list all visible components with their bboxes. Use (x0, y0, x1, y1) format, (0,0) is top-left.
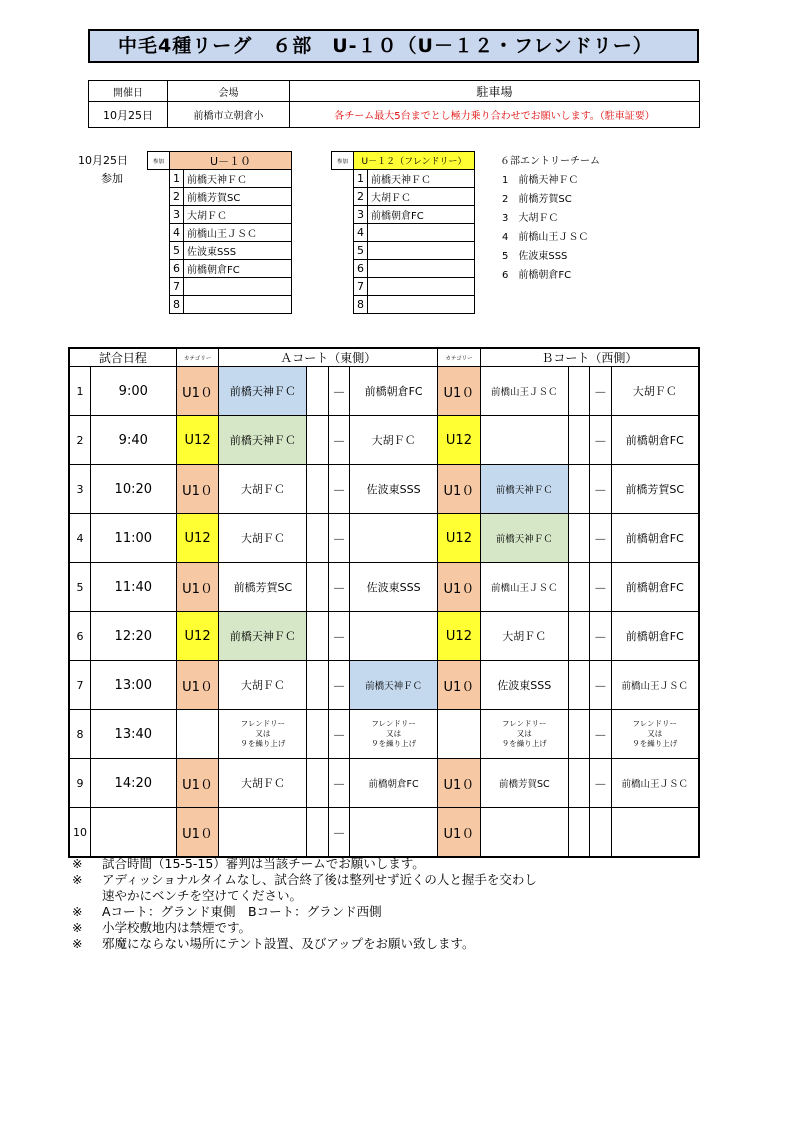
match-no: 10 (69, 808, 90, 858)
category-b: U1０ (438, 661, 481, 710)
court-b-home: 前橋天神ＦＣ (480, 514, 568, 563)
versus-dash: － (328, 465, 349, 514)
versus-dash: － (328, 710, 349, 759)
versus-dash: － (328, 514, 349, 563)
entry-team: 1 前橋天神ＦＣ (502, 175, 579, 186)
u10-team: 佐波東SSS (184, 242, 292, 260)
match-time: 11:40 (90, 563, 176, 612)
category-b (438, 710, 481, 759)
court-b-away: 前橋朝倉FC (611, 416, 699, 465)
venue-header: 会場 (168, 81, 290, 102)
entry-team: 4 前橋山王ＪＳＣ (502, 232, 589, 243)
u10-team (184, 278, 292, 296)
category-a: U12 (176, 416, 219, 465)
versus-dash: － (328, 563, 349, 612)
u10-row-num: 7 (170, 278, 184, 296)
versus-dash: － (590, 661, 611, 710)
note-line: 速やかにベンチを空けてください。 (102, 888, 303, 903)
match-time (90, 808, 176, 858)
u12-team (368, 260, 475, 278)
versus-dash: － (590, 367, 611, 416)
match-no: 3 (69, 465, 90, 514)
category-a (176, 710, 219, 759)
category-b: U12 (438, 514, 481, 563)
u12-tag: 参加 (332, 152, 354, 170)
court-a-home (219, 808, 307, 858)
court-a-home: 前橋天神ＦＣ (219, 416, 307, 465)
table-row (69, 661, 699, 710)
u10-row-num: 5 (170, 242, 184, 260)
u12-team (368, 278, 475, 296)
u12-team (368, 296, 475, 314)
category-a: U1０ (176, 563, 219, 612)
court-a-away: 佐波東SSS (350, 465, 438, 514)
category-a: U1０ (176, 465, 219, 514)
court-b-home: 前橋山王ＪＳＣ (480, 367, 568, 416)
versus-dash: － (328, 416, 349, 465)
u10-tag: 参加 (148, 152, 170, 170)
u10-team: 前橋山王ＪＳＣ (184, 224, 292, 242)
versus-dash: － (590, 710, 611, 759)
match-time: 14:20 (90, 759, 176, 808)
court-a-home: 前橋天神ＦＣ (219, 367, 307, 416)
court-b-home: 前橋芳賀SC (480, 759, 568, 808)
court-b-home: フレンドリー 又は ９を繰り上げ (480, 710, 568, 759)
u10-team: 前橋天神ＦＣ (184, 170, 292, 188)
category-b: U12 (438, 612, 481, 661)
versus-dash: － (328, 661, 349, 710)
match-time: 10:20 (90, 465, 176, 514)
u10-team: 前橋芳賀SC (184, 188, 292, 206)
category-b: U12 (438, 416, 481, 465)
match-no: 7 (69, 661, 90, 710)
entry-team: 5 佐波東SSS (502, 251, 568, 262)
court-b-home (480, 808, 568, 858)
court-b-home: 大胡ＦＣ (480, 612, 568, 661)
note-mark: ※ (72, 920, 83, 935)
court-a-home: 大胡ＦＣ (219, 514, 307, 563)
u12-team (368, 242, 475, 260)
category-a: U12 (176, 612, 219, 661)
note-line: ※ 試合時間（15-5-15）審判は当該チームでお願いします。 (72, 856, 425, 871)
court-b-away (611, 808, 699, 858)
table-row (69, 563, 699, 612)
versus-dash: － (328, 759, 349, 808)
u12-team: 前橋天神ＦＣ (368, 170, 475, 188)
u12-row-num: 4 (354, 224, 368, 242)
court-b-home: 佐波東SSS (480, 661, 568, 710)
court-b-away: 前橋朝倉FC (611, 563, 699, 612)
notes (72, 856, 537, 952)
court-a-home: 前橋芳賀SC (219, 563, 307, 612)
versus-dash: － (590, 759, 611, 808)
versus-dash: － (328, 612, 349, 661)
category-a: U12 (176, 514, 219, 563)
u12-header: U－１２（フレンドリー） (354, 152, 475, 170)
category-b: U1０ (438, 808, 481, 858)
u12-row-num: 7 (354, 278, 368, 296)
category-a: U1０ (176, 759, 219, 808)
u12-row-num: 2 (354, 188, 368, 206)
match-no: 5 (69, 563, 90, 612)
court-a-away: 大胡ＦＣ (350, 416, 438, 465)
u10-entry-table (147, 151, 292, 314)
u10-row-num: 6 (170, 260, 184, 278)
match-no: 8 (69, 710, 90, 759)
u10-team (184, 296, 292, 314)
table-row (69, 710, 699, 759)
court-a-away (350, 612, 438, 661)
category-header-a: カテゴリー (176, 348, 219, 367)
parking-note: 各チーム最大5台までとし極力乗り合わせでお願いします。（駐車証要） (290, 102, 700, 128)
note-mark: ※ (72, 872, 83, 887)
u10-row-num: 4 (170, 224, 184, 242)
date-header: 開催日 (89, 81, 168, 102)
court-a-away: 前橋朝倉FC (350, 759, 438, 808)
court-a-away: 前橋天神ＦＣ (350, 661, 438, 710)
versus-dash: － (590, 465, 611, 514)
entry-team: 3 大胡ＦＣ (502, 213, 559, 224)
table-row (69, 514, 699, 563)
category-b: U1０ (438, 367, 481, 416)
court-a-away (350, 808, 438, 858)
entry-team: 6 前橋朝倉FC (502, 270, 572, 281)
u12-team (368, 224, 475, 242)
category-header-b: カテゴリー (438, 348, 481, 367)
entry-team: 2 前橋芳賀SC (502, 194, 572, 205)
court-a-home: 大胡ＦＣ (219, 661, 307, 710)
note-line: ※ アディッショナルタイムなし、試合終了後は整列せず近くの人と握手を交わし (72, 872, 537, 887)
match-time: 13:40 (90, 710, 176, 759)
versus-dash: － (328, 367, 349, 416)
court-b-away: フレンドリー 又は ９を繰り上げ (611, 710, 699, 759)
u10-team: 大胡ＦＣ (184, 206, 292, 224)
u10-row-num: 2 (170, 188, 184, 206)
court-a-home: 大胡ＦＣ (219, 465, 307, 514)
match-no: 1 (69, 367, 90, 416)
court-b-header: Ｂコート（西側） (480, 348, 699, 367)
match-time: 9:40 (90, 416, 176, 465)
u12-team: 前橋朝倉FC (368, 206, 475, 224)
match-no: 4 (69, 514, 90, 563)
versus-dash: － (590, 416, 611, 465)
event-date: 10月25日 (89, 102, 168, 128)
u12-row-num: 1 (354, 170, 368, 188)
court-b-away: 前橋芳賀SC (611, 465, 699, 514)
note-line: ※ 小学校敷地内は禁煙です。 (72, 920, 252, 935)
court-b-away: 前橋朝倉FC (611, 514, 699, 563)
u12-team: 大胡ＦＣ (368, 188, 475, 206)
match-no: 6 (69, 612, 90, 661)
category-b: U1０ (438, 759, 481, 808)
participation-label: 参加 (101, 172, 123, 185)
note-line: ※ Aコート：グランド東側 Bコート：グランド西側 (72, 904, 382, 919)
court-b-home: 前橋山王ＪＳＣ (480, 563, 568, 612)
table-row (69, 416, 699, 465)
versus-dash: － (590, 514, 611, 563)
match-no: 9 (69, 759, 90, 808)
page-title: 中毛4種リーグ ６部 U-１０（U－１２・フレンドリー） (88, 29, 699, 63)
u12-row-num: 5 (354, 242, 368, 260)
venue-name: 前橋市立朝倉小 (168, 102, 290, 128)
u12-row-num: 3 (354, 206, 368, 224)
schedule-table (68, 347, 700, 858)
match-time: 13:00 (90, 661, 176, 710)
court-b-home: 前橋天神ＦＣ (480, 465, 568, 514)
entry-list-title: ６部エントリーチーム (500, 156, 600, 167)
table-row (69, 612, 699, 661)
match-time: 9:00 (90, 367, 176, 416)
category-b: U1０ (438, 465, 481, 514)
u10-row-num: 1 (170, 170, 184, 188)
u10-team: 前橋朝倉FC (184, 260, 292, 278)
schedule-header: 試合日程 (69, 348, 176, 367)
court-b-away: 大胡ＦＣ (611, 367, 699, 416)
table-row (69, 367, 699, 416)
event-info-table (88, 80, 700, 128)
note-mark: ※ (72, 856, 83, 871)
court-a-header: Ａコート（東側） (219, 348, 438, 367)
category-a: U1０ (176, 808, 219, 858)
category-a: U1０ (176, 367, 219, 416)
u10-row-num: 3 (170, 206, 184, 224)
u12-row-num: 6 (354, 260, 368, 278)
court-a-away: 佐波東SSS (350, 563, 438, 612)
court-a-away: フレンドリー 又は ９を繰り上げ (350, 710, 438, 759)
court-b-away: 前橋朝倉FC (611, 612, 699, 661)
court-a-home: フレンドリー 又は ９を繰り上げ (219, 710, 307, 759)
note-mark: ※ (72, 936, 83, 951)
entry-list (502, 152, 600, 285)
participation-date: 10月25日 (78, 154, 128, 167)
match-no: 2 (69, 416, 90, 465)
versus-dash: － (328, 808, 349, 858)
court-b-away: 前橋山王ＪＳＣ (611, 759, 699, 808)
u10-header: U－１０ (170, 152, 292, 170)
court-b-away: 前橋山王ＪＳＣ (611, 661, 699, 710)
note-mark: ※ (72, 904, 83, 919)
parking-header: 駐車場 (290, 81, 700, 102)
court-a-home: 前橋天神ＦＣ (219, 612, 307, 661)
versus-dash: － (590, 612, 611, 661)
court-a-away (350, 514, 438, 563)
u12-row-num: 8 (354, 296, 368, 314)
table-row (69, 759, 699, 808)
court-b-home (480, 416, 568, 465)
versus-dash: － (590, 563, 611, 612)
court-a-home: 大胡ＦＣ (219, 759, 307, 808)
court-a-away: 前橋朝倉FC (350, 367, 438, 416)
table-row (69, 465, 699, 514)
category-a: U1０ (176, 661, 219, 710)
note-line: ※ 邪魔にならない場所にテント設置、及びアップをお願い致します。 (72, 936, 475, 951)
u12-entry-table (331, 151, 475, 314)
match-time: 12:20 (90, 612, 176, 661)
u10-row-num: 8 (170, 296, 184, 314)
match-time: 11:00 (90, 514, 176, 563)
table-row (69, 808, 699, 858)
category-b: U1０ (438, 563, 481, 612)
